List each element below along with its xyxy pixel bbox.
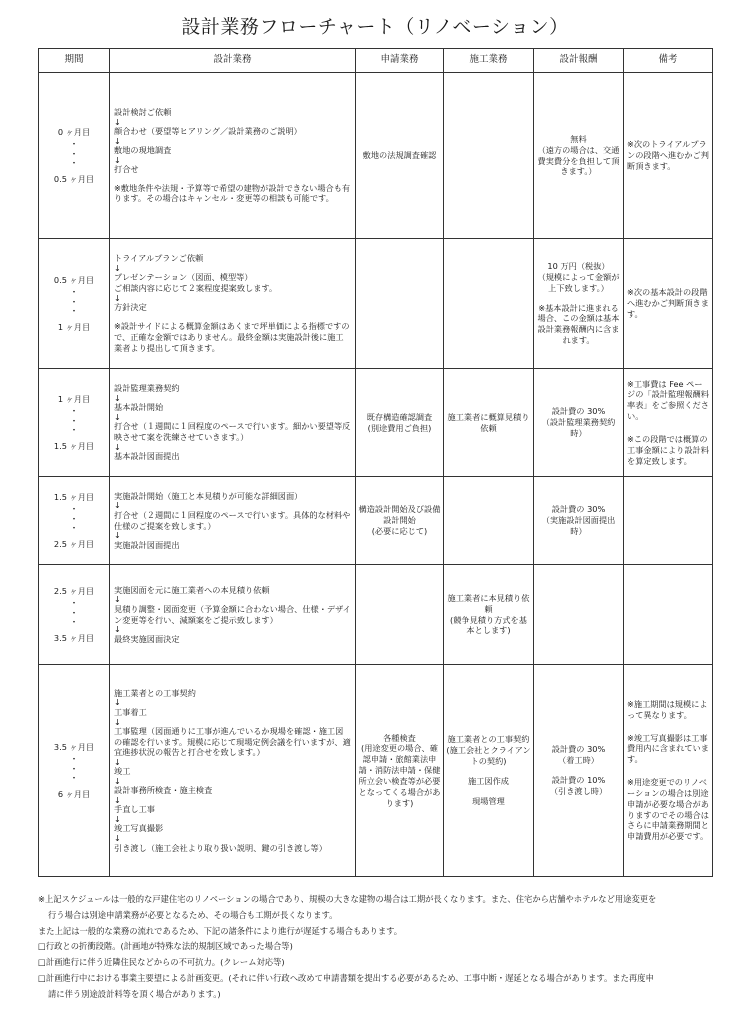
design-cell [110, 565, 356, 665]
remarks-cell [624, 477, 713, 565]
footer-line: 行う場合は別途申請業務が必要となるため、その場合も工期が長くなります。 [48, 909, 338, 920]
application-cell [356, 239, 444, 369]
period-start: 3.5 ヶ月目 [53, 741, 95, 752]
design-step: 打合せ [114, 163, 139, 174]
down-arrow-icon: ↓ [114, 697, 121, 708]
design-step: 施工業者との工事契約 [114, 687, 196, 698]
fee-cell [534, 565, 624, 665]
table-row [39, 665, 713, 877]
header-row [39, 49, 713, 73]
design-step: 引き渡し（施工会社より取り扱い説明、鍵の引き渡し等） [114, 842, 327, 853]
fee-line: 設計費の 10% [551, 775, 606, 785]
design-step: 実施設計開始（施工と本見積りが可能な詳細図面） [114, 490, 303, 501]
period-start: 2.5 ヶ月目 [53, 585, 95, 596]
period-end: 1.5 ヶ月目 [53, 440, 95, 451]
period-end: 1 ヶ月目 [57, 321, 91, 332]
design-step: 基本設計図面提出 [114, 451, 180, 462]
period-cell [39, 477, 110, 565]
period-dots: ・ ・ ・ [69, 288, 79, 318]
application-cell: 構造設計開始及び設備設計開始 (必要に応じて) [356, 477, 444, 565]
construction-cell [444, 73, 534, 239]
header-design: 設計業務 [110, 49, 356, 73]
design-step: 打合せ（２週間に１回程度のペースで行います。具体的な材料や仕様のご提案を致します。） [114, 509, 351, 531]
fee-line: 設計費の 30% [551, 406, 606, 417]
down-arrow-icon: ↓ [114, 116, 121, 127]
period-start: 1.5 ヶ月目 [53, 491, 95, 502]
down-arrow-icon: ↓ [114, 776, 121, 787]
construction-cell [444, 477, 534, 565]
application-cell: 敷地の法規調査確認 [356, 73, 444, 239]
remarks-cell [624, 239, 713, 369]
period-dots: ・ ・ ・ [69, 755, 79, 785]
fee-line: （実施設計図面提出時） [541, 515, 616, 536]
fee-line: （着工時） [558, 755, 599, 766]
period-end: 6 ヶ月目 [57, 788, 91, 799]
period-start: 0 ヶ月目 [57, 126, 91, 137]
period-end: 0.5 ヶ月目 [53, 173, 95, 184]
construction-line: 施工図作成 [468, 775, 509, 786]
design-step: 竣工写真撮影 [114, 823, 164, 834]
header-construction: 施工業務 [444, 49, 534, 73]
remark: ※この段階では概算の工事金額により設計料を算定致します。 [627, 433, 709, 466]
design-step: 打合せ（１週間に１回程度のペースで行います。細かい要望等反映させて案を洗練させていきます。） [114, 421, 351, 443]
design-step: 方針決定 [114, 302, 147, 313]
fee-line: （遠方の場合は、交通費実費分を負担して頂きます。） [537, 144, 620, 177]
footer-line: 請に伴う別途設計料等を頂く場合があります。) [48, 988, 221, 999]
remark: ※次の基本設計の段階へ進むかご判断頂きます。 [627, 287, 709, 319]
fee-line: （規模によって金額が上下致します。） [537, 271, 620, 293]
down-arrow-icon: ↓ [114, 530, 121, 541]
period-end: 3.5 ヶ月目 [53, 632, 95, 643]
down-arrow-icon: ↓ [114, 624, 121, 635]
fee-line: （引き渡し時） [549, 785, 608, 796]
down-arrow-icon: ↓ [114, 392, 121, 403]
down-arrow-icon: ↓ [114, 833, 121, 844]
remark: ※竣工写真撮影は工事費用内に含まれています。 [627, 732, 709, 765]
period-dots: ・ ・ ・ [69, 599, 79, 629]
remarks-cell [624, 369, 713, 477]
construction-line: 施工業者との工事契約 (施工会社とクライアントの契約) [446, 734, 531, 767]
design-step: 設計事務所検査・施主検査 [114, 785, 213, 796]
design-step: 設計検討ご依頼 [114, 106, 172, 117]
application-cell [356, 565, 444, 665]
fee-line: 設計費の 30% [551, 504, 606, 515]
design-cell [110, 665, 356, 877]
design-cell [110, 73, 356, 239]
down-arrow-icon: ↓ [114, 293, 121, 304]
design-cell [110, 477, 356, 565]
down-arrow-icon: ↓ [114, 135, 121, 146]
fee-cell [534, 73, 624, 239]
remarks-cell [624, 665, 713, 877]
design-step: 手直し工事 [114, 804, 155, 815]
design-note: ※設計サイドによる概算金額はあくまで坪単価による指標ですので、正確な金額ではありません。最終金額は実施設計後に施工業者より提出して頂きます。 [114, 321, 350, 353]
down-arrow-icon: ↓ [114, 716, 121, 727]
remark: ※工事費は Fee ページの「設計監理報酬料率表」をご参照ください。 [627, 378, 709, 422]
fee-line: 無料 [570, 133, 587, 144]
design-step: 実施図面を元に施工業者への本見積り依頼 [114, 584, 270, 595]
header-remarks: 備考 [624, 49, 713, 73]
construction-cell: 施工業者に本見積り依頼 (競争見積り方式を基本とします) [444, 565, 534, 665]
design-cell [110, 239, 356, 369]
fee-cell [534, 369, 624, 477]
period-cell [39, 565, 110, 665]
design-step: 実施設計図面提出 [114, 539, 180, 550]
footer-line: □計画進行中における事業主要望による計画変更。(それに伴い行政へ改めて申請書類を提出する必要があるため、工事中断・遅延となる場合があります。また再度申 [38, 972, 654, 983]
design-cell [110, 369, 356, 477]
table-row [39, 369, 713, 477]
design-step: 最終実施図面決定 [114, 633, 180, 644]
construction-line: 現場管理 [472, 795, 505, 806]
period-end: 2.5 ヶ月目 [53, 538, 95, 549]
period-start: 1 ヶ月目 [57, 393, 91, 404]
design-step: 敷地の現地調査 [114, 144, 172, 155]
header-period: 期間 [39, 49, 110, 73]
remark: ※施工期間は規模によって異なります。 [627, 698, 708, 720]
fee-cell [534, 239, 624, 369]
table-row [39, 477, 713, 565]
down-arrow-icon: ↓ [114, 154, 121, 165]
application-cell: 各種検査 (用途変更の場合、確認申請・旅館業法申請・消防法申請・保健所立会い検査等が必要となってくる場合があります) [356, 665, 444, 877]
design-step: 工事監理（図面通りに工事が進んでいるか現場を確認・施工図の確認を行います。規模に応じて現場定例会議を行いますが、適宜進捗状況の報告と打合せを致します。） [114, 725, 351, 758]
down-arrow-icon: ↓ [114, 411, 121, 422]
construction-cell [444, 239, 534, 369]
down-arrow-icon: ↓ [114, 594, 121, 605]
footer-line: □計画進行に伴う近隣住民などからの不可抗力。(クレーム対応等) [38, 957, 285, 967]
fee-line: （設計監理業務契約時） [541, 417, 616, 438]
period-cell [39, 369, 110, 477]
period-dots: ・ ・ ・ [69, 505, 79, 535]
fee-line: 10 万円（税抜） [547, 261, 610, 272]
table-row [39, 565, 713, 665]
remark: ※次のトライアルプランの段階へ進むかご判断頂きます。 [627, 139, 709, 171]
period-start: 0.5 ヶ月目 [53, 274, 95, 285]
design-note: ※敷地条件や法規・予算等で希望の建物が設計できない場合も有ります。その場合はキャンセル・変更等の相談も可能です。 [114, 182, 351, 204]
down-arrow-icon: ↓ [114, 757, 121, 768]
down-arrow-icon: ↓ [114, 500, 121, 511]
header-application: 申請業務 [356, 49, 444, 73]
down-arrow-icon: ↓ [114, 814, 121, 825]
fee-line: 設計費の 30% [551, 744, 606, 755]
period-dots: ・ ・ ・ [69, 407, 79, 437]
table-row [39, 73, 713, 239]
footer-notes [38, 892, 718, 1002]
down-arrow-icon: ↓ [114, 795, 121, 806]
remarks-cell [624, 73, 713, 239]
footer-line: □行政との折衝段階。(計画地が特殊な法的規制区域であった場合等) [38, 941, 293, 952]
page-title: 設計業務フローチャート（リノベーション） [181, 16, 569, 38]
design-step: トライアルプランご依頼 [114, 253, 204, 264]
design-step: 工事着工 [114, 706, 147, 717]
period-cell [39, 239, 110, 369]
design-step: 見積り調整・図面変更（予算金額に合わない場合、仕様・デザイン変更等を行い、減額案をご提示致します） [114, 603, 351, 625]
design-step: 基本設計開始 [114, 402, 164, 413]
design-step: 顔合わせ（要望等ヒアリング／設計業務のご説明） [114, 125, 302, 136]
header-fee: 設計報酬 [534, 49, 624, 73]
application-cell: 既存構造確認調査 (別途費用ご負担) [356, 369, 444, 477]
footer-line: また上記は一般的な業務の流れであるため、下記の諸条件により進行が遅延する場合もあります。 [38, 925, 403, 936]
construction-cell: 施工業者に概算見積り依頼 [444, 369, 534, 477]
table-row [39, 239, 713, 369]
flowchart-table [38, 48, 713, 877]
construction-cell [444, 665, 534, 877]
period-cell [39, 73, 110, 239]
down-arrow-icon: ↓ [114, 441, 121, 452]
fee-cell [534, 477, 624, 565]
remarks-cell [624, 565, 713, 665]
period-cell [39, 665, 110, 877]
design-step: 設計監理業務契約 [114, 383, 180, 394]
remark: ※用途変更でのリノベーションの場合は別途申請が必要な場合がありますのでその場合はさらに申請業務期間と申請費用が必要です。 [627, 777, 709, 842]
period-dots: ・ ・ ・ [69, 140, 79, 170]
footer-line: ※上記スケジュールは一般的な戸建住宅のリノベーションの場合であり、規模の大きな建物の場合は工期が長くなります。また、住宅から店舗やホテルなど用途変更を [38, 894, 657, 904]
fee-cell [534, 665, 624, 877]
down-arrow-icon: ↓ [114, 263, 121, 274]
design-step: 竣工 [114, 766, 131, 777]
fee-line: ※基本設計に進まれる場合、この金額は基本設計業務報酬内に含まれます。 [537, 302, 620, 346]
design-step: プレゼンテーション（図面、模型等） ご相談内容に応じて２案程度提案致します。 [114, 272, 278, 294]
